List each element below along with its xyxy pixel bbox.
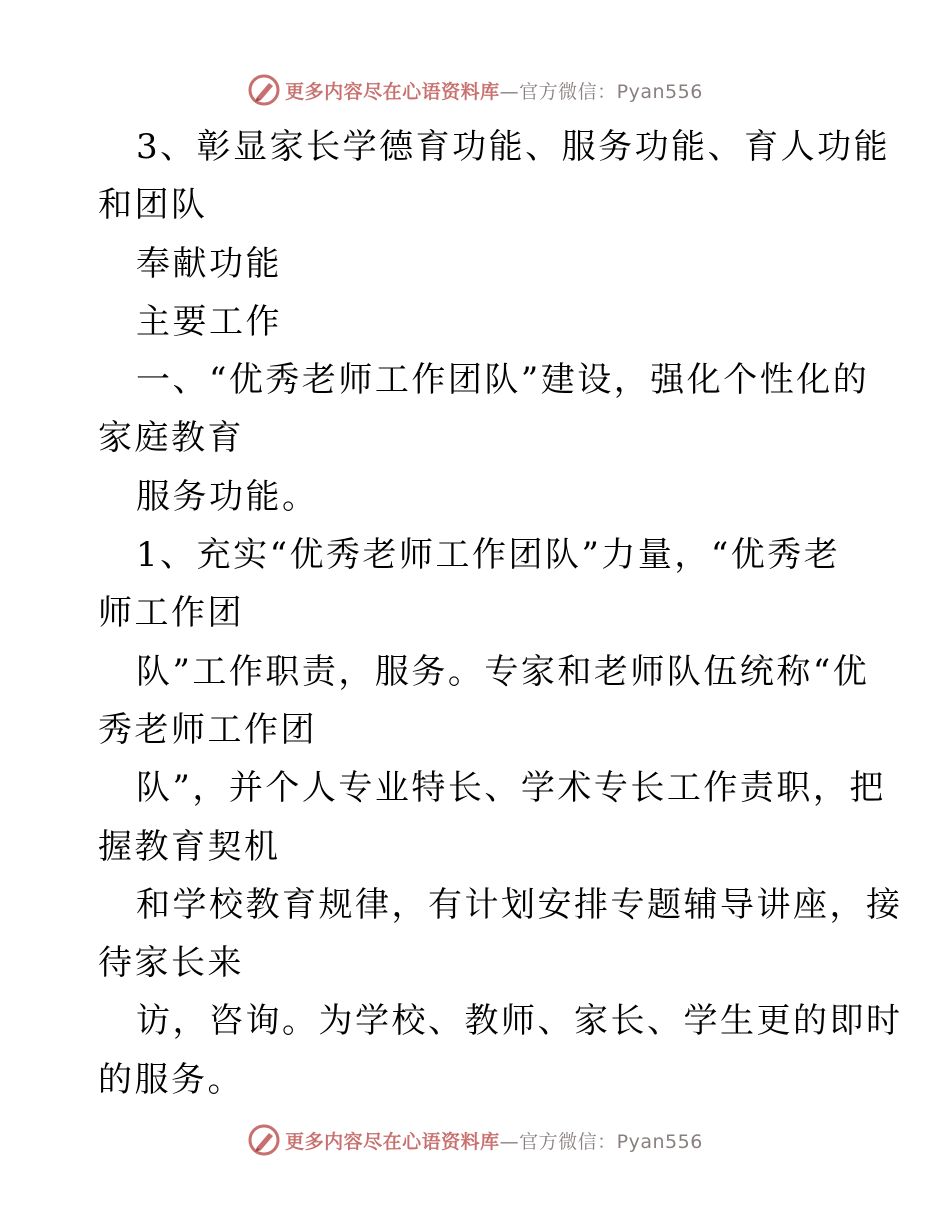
paragraph-line: 1、充实“优秀老师工作团队”力量，“优秀老 — [136, 535, 841, 576]
document-body — [98, 118, 903, 1109]
paragraph-line: 和团队 — [98, 185, 208, 226]
paragraph-line: 服务功能。 — [136, 476, 319, 517]
paragraph-line: 握教育契机 — [98, 826, 281, 867]
paragraph-line: 师工作团 — [98, 593, 244, 634]
paragraph-line: 的服务。 — [98, 1059, 244, 1100]
paragraph-line: 一、“优秀老师工作团队”建设，强化个性化的 — [136, 360, 870, 401]
paragraph-line: 秀老师工作团 — [98, 709, 317, 750]
header-watermark — [0, 70, 950, 110]
watermark-wechat-text: —官方微信：Pyan556 — [499, 80, 703, 103]
paragraph-line: 待家长来 — [98, 943, 244, 984]
paragraph-line: 奉献功能 — [136, 243, 282, 284]
watermark-site-text: 更多内容尽在心语资料库 — [285, 80, 500, 103]
paragraph-line: 队”，并个人专业特长、学术专长工作责职，把 — [136, 768, 886, 809]
watermark-wechat-text: —官方微信：Pyan556 — [499, 1130, 703, 1153]
paragraph-line: 3、彰显家长学德育功能、服务功能、育人功能 — [136, 127, 891, 167]
paragraph-line: 访，咨询。为学校、教师、家长、学生更的即时 — [136, 1001, 903, 1042]
paragraph-line: 家庭教育 — [98, 418, 244, 459]
section-heading: 主要工作 — [136, 301, 282, 342]
paragraph-line: 队”工作职责，服务。专家和老师队伍统称“优 — [136, 651, 870, 692]
paragraph-line: 和学校教育规律，有计划安排专题辅导讲座，接 — [136, 884, 903, 925]
watermark-site-text: 更多内容尽在心语资料库 — [285, 1130, 500, 1153]
pen-logo-icon — [247, 1123, 281, 1157]
pen-logo-icon — [247, 73, 281, 107]
footer-watermark — [0, 1120, 950, 1160]
